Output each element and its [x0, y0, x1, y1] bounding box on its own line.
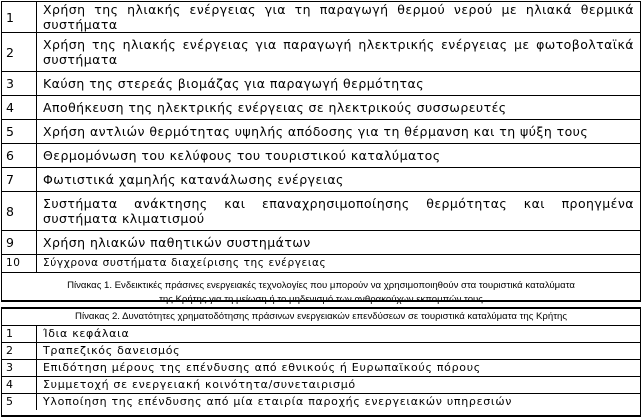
table-row — [2, 394, 640, 411]
table-row — [2, 96, 640, 120]
table-1-container — [1, 1, 641, 305]
row-number: 5 — [2, 394, 37, 411]
table-row — [2, 2, 640, 33]
table-row — [2, 168, 640, 192]
row-text: Ίδια κεφάλαια — [37, 326, 641, 343]
table-1-caption — [2, 273, 640, 307]
table-row — [2, 231, 640, 255]
row-number: 2 — [2, 33, 37, 72]
table-row — [2, 144, 640, 168]
table-row — [2, 255, 640, 273]
row-number: 1 — [2, 326, 37, 343]
table-row — [2, 33, 640, 72]
table-2-container — [1, 307, 641, 417]
row-text: Φωτιστικά χαμηλής κατανάλωσης ενέργειας — [37, 168, 641, 192]
row-number: 7 — [2, 168, 37, 192]
row-number: 3 — [2, 72, 37, 96]
row-text: Χρήση της ηλιακής ενέργειας για τη παραγωγή θερμού νερού με ηλιακά θερμικά συστήματα — [37, 2, 641, 33]
row-text: Χρήση ηλιακών παθητικών συστημάτων — [37, 231, 641, 255]
caption-line-2: της Κρήτης για τη μείωση ή το μηδενισμό των ανθρακούχων εκπομπών τους — [159, 294, 483, 305]
table-row — [2, 326, 640, 343]
row-text: Συστήματα ανάκτησης και επαναχρησιμοποίησης θερμότητας και προηγμένα συστήματα κλιματισμού — [37, 192, 641, 231]
row-number: 3 — [2, 360, 37, 377]
table-row — [2, 343, 640, 360]
row-number: 8 — [2, 192, 37, 231]
table-row — [2, 120, 640, 144]
table-row — [2, 360, 640, 377]
row-text: Καύση της στερεάς βιομάζας για παραγωγή θερμότητας — [37, 72, 641, 96]
row-text: Αποθήκευση της ηλεκτρικής ενέργειας σε ηλεκτρικούς συσσωρευτές — [37, 96, 641, 120]
table-row — [2, 192, 640, 231]
row-number: 4 — [2, 377, 37, 394]
row-number: 2 — [2, 343, 37, 360]
row-number: 10 — [2, 255, 37, 273]
row-number: 5 — [2, 120, 37, 144]
row-text: Χρήση αντλιών θερμότητας υψηλής απόδοσης για τη θέρμανση και τη ψύξη τους — [37, 120, 641, 144]
row-number: 1 — [2, 2, 37, 33]
table-row — [2, 377, 640, 394]
financing-options-table — [2, 326, 640, 410]
row-text: Συμμετοχή σε ενεργειακή κοινότητα/συνεταιρισμό — [37, 377, 641, 394]
row-text: Επιδότηση μέρους της επένδυσης από εθνικούς ή Ευρωπαϊκούς πόρους — [37, 360, 641, 377]
row-text: Τραπεζικός δανεισμός — [37, 343, 641, 360]
row-text: Υλοποίηση της επένδυσης από μία εταιρία παροχής ενεργειακών υπηρεσιών — [37, 394, 641, 411]
row-number: 6 — [2, 144, 37, 168]
row-number: 9 — [2, 231, 37, 255]
green-technologies-table — [2, 2, 640, 273]
row-text: Σύγχρονα συστήματα διαχείρισης της ενέργειας — [37, 255, 641, 273]
row-text: Θερμομόνωση του κελύφους του τουριστικού καταλύματος — [37, 144, 641, 168]
row-text: Χρήση της ηλιακής ενέργειας για παραγωγή ηλεκτρικής ενέργειας με φωτοβολταϊκά συστήματα — [37, 33, 641, 72]
table-row — [2, 72, 640, 96]
row-number: 4 — [2, 96, 37, 120]
table-2-title: Πίνακας 2. Δυνατότητες χρηματοδότησης πράσινων ενεργειακών επενδύσεων σε τουριστικά καταλύματα της Κρήτης — [2, 309, 640, 326]
caption-line-1: Πίνακας 1. Ενδεικτικές πράσινες ενεργειακές τεχνολογίες που μπορούν να χρησιμοποιηθούν στα τουριστικά καταλύματα — [67, 280, 575, 291]
